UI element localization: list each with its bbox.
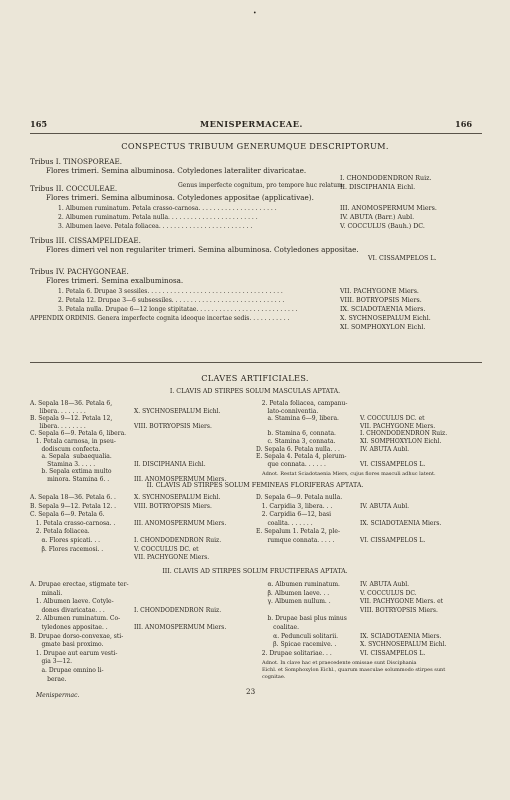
genus-entry: VII. PACHYGONE Miers. [340,288,419,295]
genus-entry: IV. ABUTA (Barr.) Aubl. [340,214,415,221]
page-number-left: 165 [30,119,48,129]
genus-entry: I. CHONDODENDRON Ruiz. [134,537,222,544]
key-line: 1. Petala crasso-carnosa. . [30,519,116,527]
annotation: cognitae. [262,674,286,680]
genus-entry: V. COCCULUS DC. et [134,545,199,553]
key-line: tyledones appositae. . [30,624,108,631]
key-line: A. Drupae erectae, stigmate ter- [30,581,129,588]
key-line: A. Sepala 18—36. Petala 6. . [30,494,116,501]
key-line: 1. Albumen laeve. Cotyle- [30,598,114,606]
genus-entry: VIII. BOTRYOPSIS Miers. [360,606,438,614]
key-line: coalitae. [256,624,299,631]
key-line: γ. Albumen nullum. . [256,598,331,606]
tribe-description: Flores dimeri vel non regulariter trimeri. Semina albuminosa. Cotyledones appositae. [46,245,359,254]
key-line: 1. Petala carnosa, in pseu- [30,438,116,445]
tribe-label: Tribus II. COCCULEAE. [30,184,118,193]
genus-entry: I. CHONDODENDRON Ruiz. [360,430,448,438]
genus-entry: X. SYCHNOSEPALUM Eichl. [134,407,221,415]
key-line: 2. Petala foliacea. [30,528,90,536]
key-line: rumque connata. . . . . [256,537,335,544]
conspectus-title: CONSPECTUS TRIBUUM GENERUMQUE DESCRIPTORUM. [121,141,389,151]
genus-entry: IV. ABUTA Aubl. [360,502,410,510]
genus-entry: X. SYCHNOSEPALUM Eichl. [340,315,431,322]
genus-entry: XI. SOMPHOXYLON Eichl. [360,438,442,445]
key-line: α. Albumen ruminatum. [256,581,340,588]
header-rule [30,133,482,134]
key-line: C. Sepala 6—9. Petala 6. [30,511,105,519]
key-line: 2. Petala foliacea, campanu- [256,400,348,407]
key-line: β. Albumen laeve. . . [256,589,330,597]
genus-entry: VII. PACHYGONE Miers. et [360,598,444,606]
genus-entry: IX. SCIADOTAENIA Miers. [360,632,442,640]
key-line: libera. . . . . . . . [30,422,86,430]
key-line: 2. Carpidia 6—12, basi [256,511,332,519]
clavis-2-heading: II. CLAVIS AD STIRPES SOLUM FEMINEAS FLORIFERAS APTATA. [146,482,364,489]
key-line: B. Sepala 9—12. Petala 12, [30,415,113,423]
genus-entry: VI. CISSAMPELOS L. [360,537,426,544]
key-line: D. Sepala 6—9. Petala nulla. [256,494,343,501]
genus-entry: VII. PACHYGONE Miers. [360,422,436,430]
genus-entry: II. DISCIPHANIA Eichl. [134,460,206,468]
tribe-description: Flores trimeri. Semina albuminosa. Cotyledones lateraliter divaricatae. [46,166,307,175]
key-line: α. Flores spicati. . . [30,537,101,544]
genus-entry: VIII. BOTRYOPSIS Miers. [134,502,212,510]
tribe-label: Tribus III. CISSAMPELIDEAE. [30,236,141,245]
key-line: b. Sepala extima multo [30,468,112,476]
key-line: 3. Albumen laeve. Petala foliacea. . . . . . . . . . . . . . . . . . . . . . . . . [58,223,253,230]
annotation: Eichl. et Somphoxylon Eichl., quarum masculae solummodo stirpes sunt [262,667,446,673]
tribe-note: Genus imperfecte cognitum, pro tempore huc relatum. [178,182,345,189]
key-line: APPENDIX ORDINIS. Genera imperfecte cognita ideoque incertae sedis. . . . . . . . . . . [30,315,290,322]
key-line: 2. Albumen ruminatum. Co- [30,615,121,623]
speck: • [253,10,257,17]
page-number-right: 166 [455,119,473,129]
key-line: que connata. . . . . . [256,460,326,468]
key-line: minali. [30,589,63,597]
running-title: MENISPERMACEAE. [200,119,303,129]
key-line: berae. [30,675,67,683]
genus-entry: VIII. BOTRYOPSIS Miers. [134,422,212,430]
footer-signature-number: 23 [246,687,256,696]
clavis-1-heading: I. CLAVIS AD STIRPES SOLUM MASCULAS APTATA. [169,388,341,395]
key-line: 3. Petala nulla. Drupae 6—12 longe stipitatae. . . . . . . . . . . . . . . . . . . . . . . . . . . [58,306,298,313]
key-line: c. Stamina 3, connata. [256,438,336,445]
key-line: a. Drupae omnino li- [30,667,104,674]
genus-entry: V. COCCULUS DC. et [360,415,425,423]
key-line: B. Drupae dorso-convexae, sti- [30,632,124,640]
key-line: 1. Petala 6. Drupae 3 sessiles. . . . . . . . . . . . . . . . . . . . . . . . . . . . . . . . . . . . [58,288,283,295]
tribe-label: Tribus I. TINOSPOREAE. [30,157,122,166]
key-line: b. Stamina 6, connata. [256,430,336,438]
tribe-description: Flores trimeri. Semina albuminosa. Cotyledones appositae (applicativae). [46,193,314,202]
genus-entry: III. ANOMOSPERMUM Miers. [134,476,227,483]
genus-entry: I. CHONDODENDRON Ruiz. [134,606,222,614]
key-line: a. Sepala subaequalia. [30,453,112,461]
key-line: β. Flores racemosi. . [30,545,104,553]
genus-entry: VII. PACHYGONE Miers. [134,554,210,562]
tribe-description: Flores trimeri. Semina exalbuminosa. [46,276,184,285]
genus-entry: V. COCCULUS DC. [360,589,417,597]
genus-entry: IV. ABUTA Aubl. [360,445,410,453]
key-line: E. Sepalum 1. Petala 2, ple- [256,528,340,536]
annotation: Adnot. In clave hac et praecedente omissae sunt Disciphania [262,660,417,666]
key-line: 1. Drupae aut earum vesti- [30,649,118,657]
key-line: 2. Petala 12. Drupae 3—6 subsessiles. . . . . . . . . . . . . . . . . . . . . . . . . . . . . . [58,297,285,304]
key-line: b. Drupae basi plus minus [256,615,347,623]
key-line: 1. Carpidia 3, libera. . . [256,502,333,510]
genus-entry: I. CHONDODENDRON Ruiz. [340,175,432,182]
key-line: Stamina 3. . . . . [30,460,96,468]
key-line: coalita. . . . . . . [256,519,313,527]
key-line: E. Sepala 4. Petala 4, plerum- [256,453,347,461]
genus-entry: VIII. BOTRYOPSIS Miers. [340,297,422,304]
key-line: 2. Albumen ruminatum. Petala nulla. . . . . . . . . . . . . . . . . . . . . . . . [58,214,258,221]
key-line: B. Sepala 9—12. Petala 12. . [30,502,117,510]
key-line: minora. Stamina 6. . [30,476,110,483]
key-line: β. Spicae racemive. . [256,641,337,649]
key-line: lato-conniventia. [256,407,319,415]
tribe-label: Tribus IV. PACHYGONEAE. [30,267,129,276]
footer-signature-label: Menispermac. [36,692,80,699]
genus-entry: IV. ABUTA Aubl. [360,581,410,588]
claves-title: CLAVES ARTIFICIALES. [201,373,309,383]
genus-entry: II. DISCIPHANIA Eichl. [340,184,416,191]
key-line: 1. Albumen ruminatum. Petala crasso-carnosa. . . . . . . . . . . . . . . . . . . . . [58,205,277,212]
genus-entry: V. COCCULUS (Bauh.) DC. [340,223,425,230]
genus-entry: III. ANOMOSPERMUM Miers. [134,624,227,631]
genus-entry: VI. CISSAMPELOS L. [360,649,426,657]
key-line: α. Pedunculi solitarii. [256,632,339,640]
key-line: gmate basi proximo. [30,641,104,649]
key-line: a. Stamina 6—9, libera. [256,415,339,423]
annotation: Adnot. Restat Sciadotaenia Miers, cujus flores masculi adhuc latent. [262,471,436,477]
genus-entry: XI. SOMPHOXYLON Eichl. [340,324,426,331]
genus-entry: X. SYCHNOSEPALUM Eichl. [360,641,447,649]
key-line: dones divaricatae. . . [30,606,105,614]
key-line: D. Sepala 6. Petala nulla. . . [256,445,340,453]
genus-entry: III. ANOMOSPERMUM Miers. [134,519,227,527]
genus-entry: VI. CISSAMPELOS L. [368,255,437,262]
key-line: 2. Drupae solitariae. . . [256,649,332,657]
key-line: gia 3—12. [30,658,73,666]
key-line: A. Sepala 18—36. Petala 6, [30,400,113,407]
genus-entry: VI. CISSAMPELOS L. [360,460,426,468]
key-line: dodiscum confecta. [30,445,101,453]
clavis-3-heading: III. CLAVIS AD STIRPES SOLUM FRUCTIFERAS APTATA. [162,568,348,575]
key-line: C. Sepala 6—9. Petala 6, libera. [30,430,127,438]
mid-rule [30,362,482,363]
genus-entry: X. SYCHNOSEPALUM Eichl. [134,494,221,501]
key-line: libera. . . . . . . . [30,407,86,415]
genus-entry: IX. SCIADOTAENIA Miers. [360,519,442,527]
genus-entry: III. ANOMOSPERMUM Miers. [340,205,437,212]
genus-entry: IX. SCIADOTAENIA Miers. [340,306,426,313]
